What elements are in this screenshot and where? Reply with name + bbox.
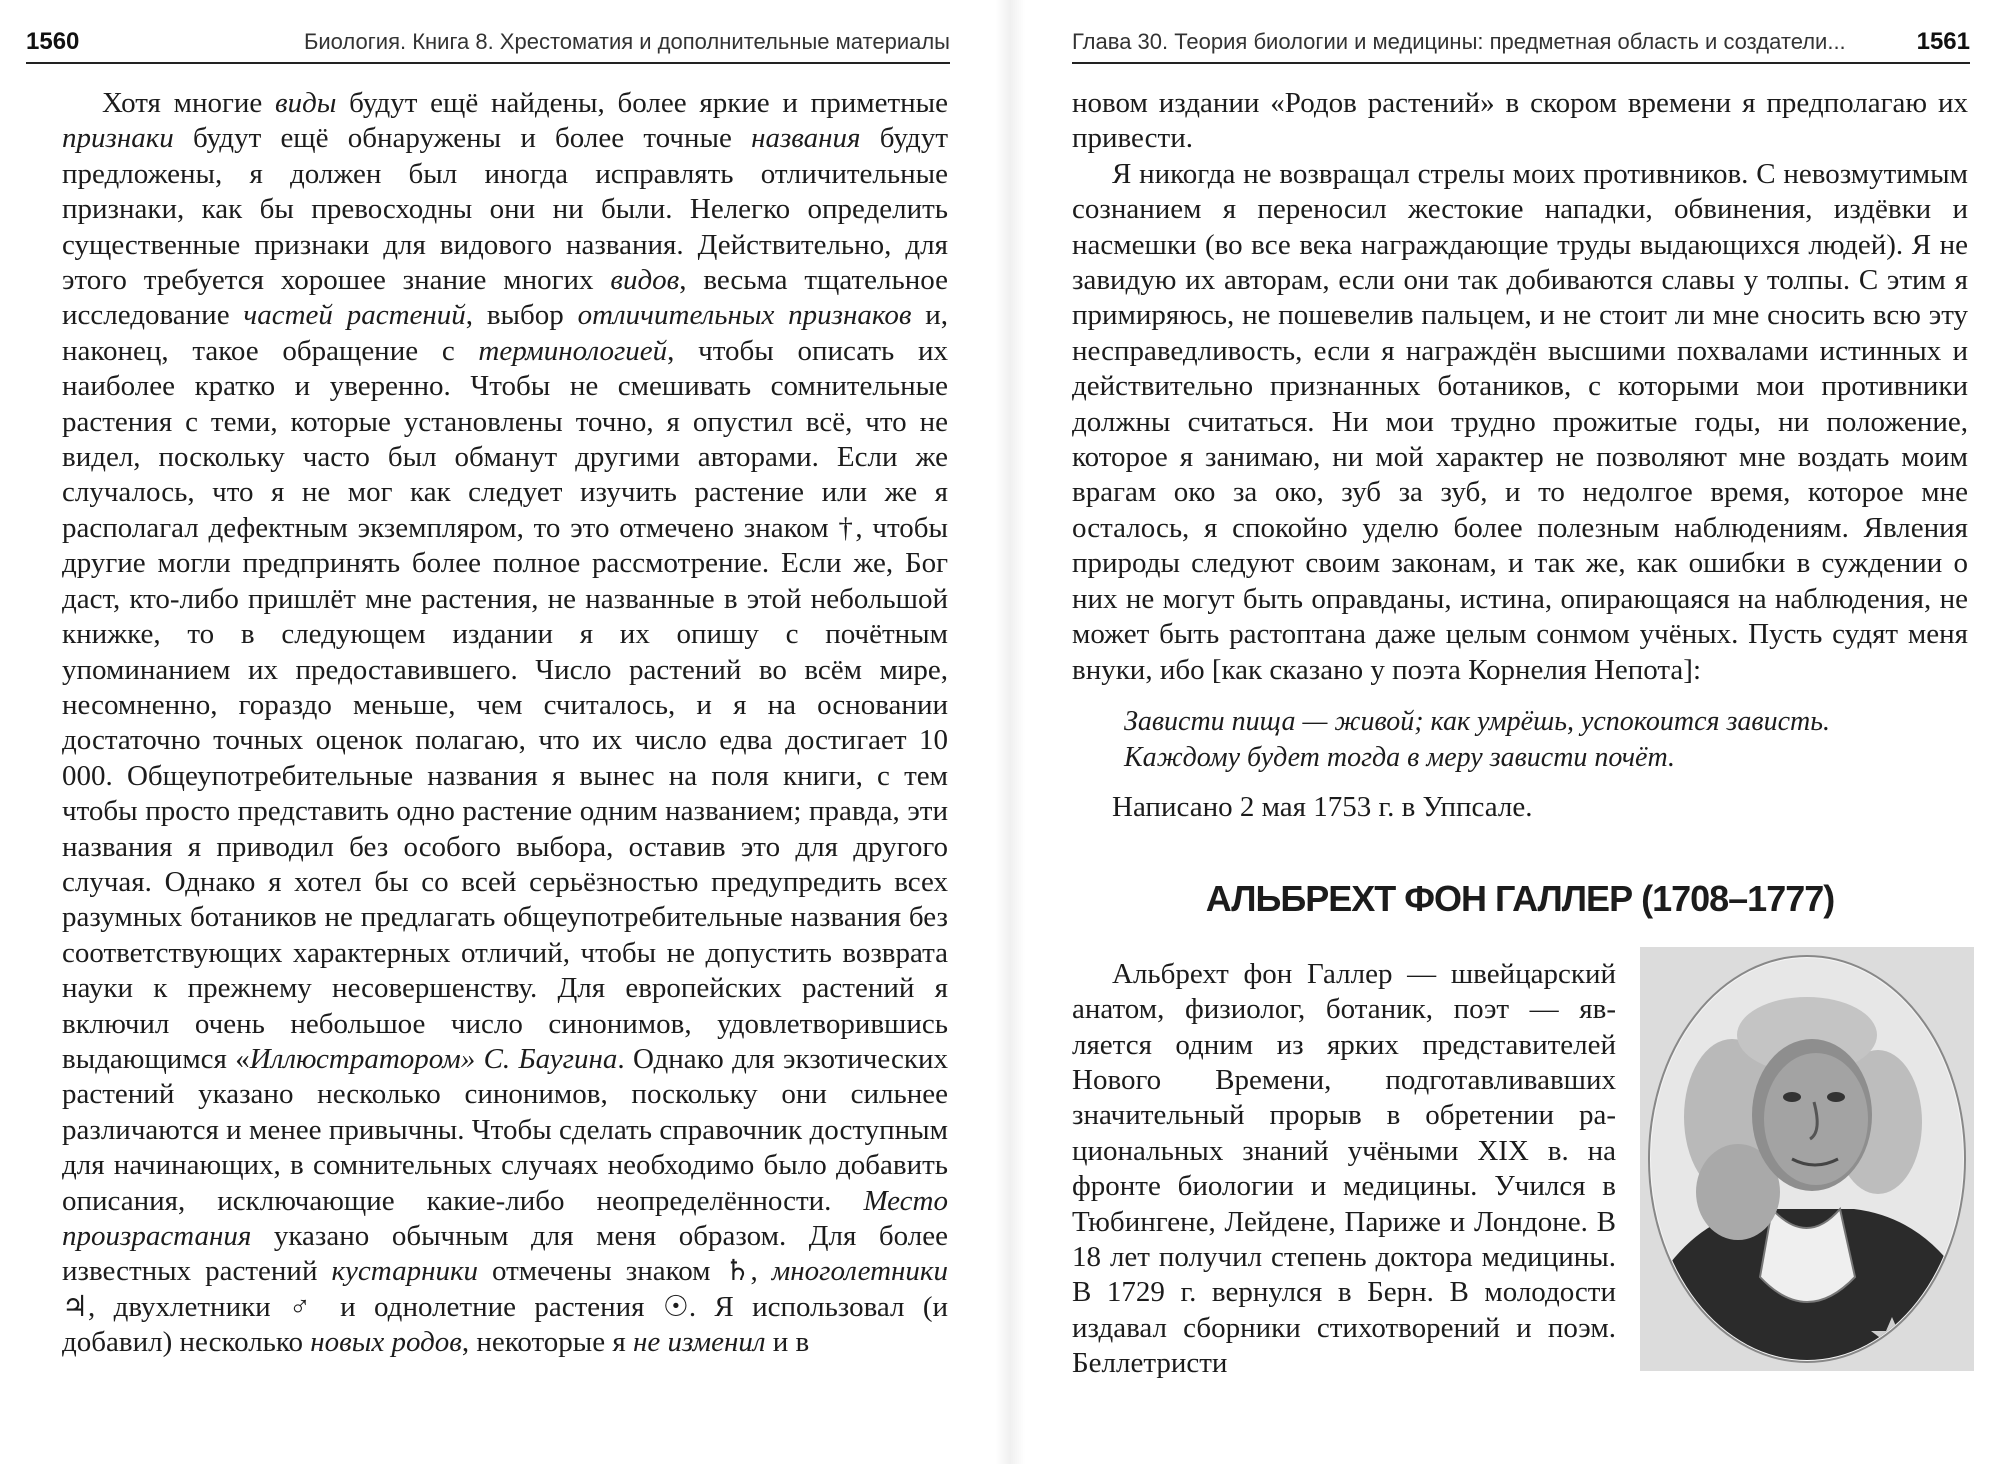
portrait-engraving: [1640, 947, 1974, 1371]
left-page-number: 1560: [26, 28, 80, 55]
right-body-text: [1072, 86, 1968, 1382]
poem-quote: [1124, 704, 1968, 776]
right-running-header: [1072, 26, 1970, 64]
left-running-header: [26, 26, 950, 64]
right-running-title: Глава 30. Теория биологии и медицины: предметная область и создатели...: [1072, 29, 1846, 54]
left-paragraph: Хотя многие виды будут ещё найдены, более яркие и приметные признаки будут ещё обнаружены и более точные названия будут предложены, я должен был иногда исправлять отличительные признаки, как бы превосходны они ни были. Нелегко определить существенные признаки для видового названия. Действительно, для этого требуется хорошее знание многих видов, весьма тщательное исследование частей растений, выбор отличительных признаков и, наконец, такое обращение с терминологией, чтобы описать их наиболее кратко и уверенно. Чтобы не смешивать сомнительные растения с теми, которые установлены точно, я опустил всё, что не видел, поскольку часто был обманут другими авторами. Если же случалось, что я не мог как следует изучить растение или же я располагал дефектным экземпляром, то это отмечено знаком †, чтобы другие могли предпринять более полное рассмотрение. Если же, Бог даст, кто-либо пришлёт мне растения, не названные в этой небольшой книжке, то в следующем издании я их опишу с почётным упоминанием их предоставившего. Число растений во всём мире, несомненно, гораздо меньше, чем считалось, и я на основании достаточно точных оценок полагаю, что их число едва достигает 10 000. Общеупотребительные названия я вынес на поля книги, с тем чтобы просто представить одно растение одним названием; правда, эти названия я приводил без особого выбора, оставив это для другого случая. Однако я хотел бы со всей серьёзностью предупредить всех разумных ботаников не предлагать общеупотребительные названия без соответствующих характерных отличий, чтобы не допустить возврата науки к прежнему несовершенству. Для европейских растений я включил очень небольшое число синонимов, удовлетворившись выдающимся «Иллюстратором» С. Баугина. Однако для экзотических растений указано несколько синонимов, поскольку они сильнее различаются и менее привычны. Чтобы сделать справочник доступным для начинающих, в сомнительных случаях необходимо было добавить описания, исключающие какие-либо неопределённости. Место произрастания указано обычным для меня образом. Для более известных растений кустарники отмечены знаком ♄, многолетники ♃, двухлетники ♂ и однолетние растения ☉. Я использовал (и добавил) несколько новых родов, некоторые я не изменил и в: [62, 87, 949, 1359]
right-page-number: 1561: [1916, 28, 1970, 55]
poem-line-2: Каждому будет тогда в меру зависти почёт.: [1124, 741, 1676, 773]
poem-line-1: Зависти пища — живой; как умрёшь, успокоится зависть.: [1124, 705, 1830, 737]
portrait-image: [1640, 947, 1974, 1371]
paragraph-opponents: Я никогда не возвращал стрелы моих противников. С невозмутимым сознанием я переносил жестокие нападки, обвинения, издёвки и насмешки (во все века награждающие труды выдающихся людей). Я не завидую их авторам, если они так добиваются славы у толпы. С этим я примиряюсь, не пошевелив пальцем, и не стоит ли мне сносить всю эту несправедливость, если я награждён высшими похвалами истинных и действительно признанных ботаников, с которыми мои противники должны считаться. Ни мои трудно прожитые годы, ни положение, которое я занимаю, ни мой характер не позволяют мне воздать моим врагам око за око, зуб за зуб, и то недолгое время, которое мне осталось, я спокойно уделю более полезным наблюдениям. Явления природы следуют своим законам, и так же, как ошибки в суждении о них не могут быть оправданы, истина, опирающаяся на наблюдения, не может быть растоптана даже целым сонмом учёных. Пусть судят меня внуки, ибо [как сказано у поэта Корнелия Непота]:: [1072, 157, 1968, 686]
bio-paragraph: Альбрехт фон Галлер — швейцарский анатом, физиолог, ботаник, поэт — является одним из ярких представителей Нового Времени, подготавливавших значительный прорыв в обретении рациональных знаний учёными XIX в. на фронте биологии и медицины. Учился в Тюбингене, Лейдене, Париже и Лондоне. В 18 лет получил степень доктора медицины. В 1729 г. вернулся в Берн. В молодости издавал сборники стихотворений и поэм. Беллетристи: [1072, 957, 1616, 1380]
section-heading: АЛЬБРЕХТ ФОН ГАЛЛЕР (1708–1777): [1205, 878, 1835, 920]
bio-section: [1072, 957, 1968, 1382]
left-running-title: Биология. Книга 8. Хрестоматия и дополнительные материалы: [303, 29, 950, 54]
signature-line: Написано 2 мая 1753 г. в Уппсале.: [1112, 790, 1533, 823]
left-body-text: [62, 86, 948, 1361]
right-page: [1000, 0, 2000, 1464]
continued-paragraph: новом издании «Родов растений» в скором времени я предполагаю их привести.: [1072, 87, 1968, 155]
